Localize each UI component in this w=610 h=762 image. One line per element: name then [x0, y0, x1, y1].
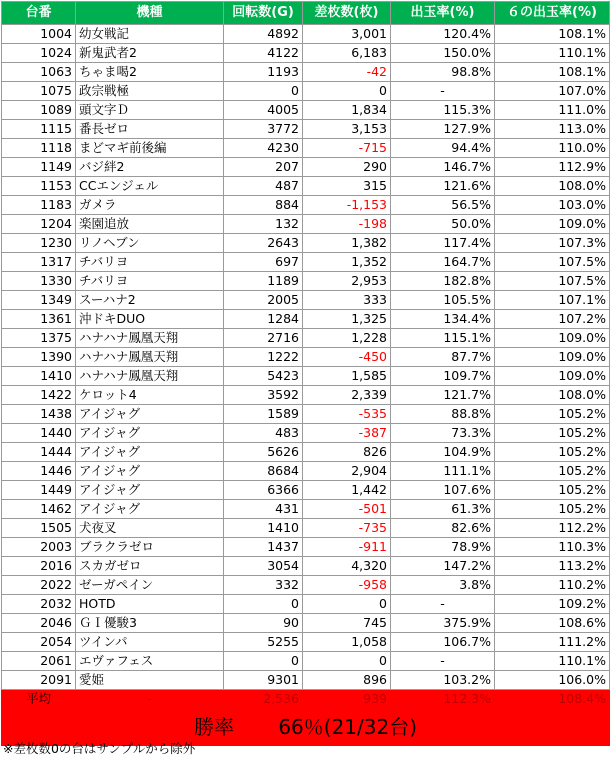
cell-payout: 111.1% [391, 462, 495, 481]
cell-payout: 182.8% [391, 272, 495, 291]
average-row [2, 690, 610, 709]
cell-payout: 150.0% [391, 44, 495, 63]
cell-payout: 105.5% [391, 291, 495, 310]
cell-payout6: 108.1% [495, 63, 610, 82]
cell-machine-no: 1440 [2, 424, 76, 443]
cell-payout6: 110.3% [495, 538, 610, 557]
cell-payout: 121.6% [391, 177, 495, 196]
cell-model: 沖ドキDUO [76, 310, 224, 329]
cell-payout6: 108.0% [495, 177, 610, 196]
cell-payout: 147.2% [391, 557, 495, 576]
cell-machine-no: 1230 [2, 234, 76, 253]
win-rate-label: 勝率 [193, 715, 234, 739]
table-row [2, 139, 610, 158]
cell-diff: -535 [303, 405, 391, 424]
cell-machine-no: 1422 [2, 386, 76, 405]
cell-payout6: 113.2% [495, 557, 610, 576]
cell-payout6: 108.0% [495, 386, 610, 405]
table-row [2, 63, 610, 82]
header-machine-no: 台番 [2, 2, 76, 25]
table-row [2, 424, 610, 443]
cell-spins: 332 [224, 576, 303, 595]
table-row [2, 595, 610, 614]
cell-diff: 6,183 [303, 44, 391, 63]
cell-diff: -1,153 [303, 196, 391, 215]
table-row [2, 633, 610, 652]
cell-diff: 1,352 [303, 253, 391, 272]
cell-payout6: 111.2% [495, 633, 610, 652]
cell-machine-no: 1410 [2, 367, 76, 386]
cell-model: アイジャグ [76, 443, 224, 462]
table-row [2, 82, 610, 101]
cell-diff: -42 [303, 63, 391, 82]
cell-model: チバリヨ [76, 253, 224, 272]
cell-payout6: 110.2% [495, 576, 610, 595]
cell-diff: 2,904 [303, 462, 391, 481]
cell-model: アイジャグ [76, 405, 224, 424]
cell-model: 犬夜叉 [76, 519, 224, 538]
header-diff: 差枚数(枚) [303, 2, 391, 25]
table-row [2, 443, 610, 462]
cell-payout: 120.4% [391, 25, 495, 44]
cell-model: エヴァフェス [76, 652, 224, 671]
cell-payout6: 107.0% [495, 82, 610, 101]
header-payout6: ６の出玉率(%) [495, 2, 610, 25]
cell-payout: 107.6% [391, 481, 495, 500]
cell-spins: 6366 [224, 481, 303, 500]
cell-spins: 3772 [224, 120, 303, 139]
cell-spins: 4122 [224, 44, 303, 63]
cell-spins: 2005 [224, 291, 303, 310]
table-row [2, 158, 610, 177]
cell-model: ハナハナ鳳凰天翔 [76, 329, 224, 348]
cell-diff: 290 [303, 158, 391, 177]
table-row [2, 310, 610, 329]
cell-spins: 1437 [224, 538, 303, 557]
cell-payout: 164.7% [391, 253, 495, 272]
average-label: 平均 [2, 690, 76, 709]
cell-spins: 207 [224, 158, 303, 177]
cell-diff: -387 [303, 424, 391, 443]
table-row [2, 652, 610, 671]
cell-model: アイジャグ [76, 424, 224, 443]
cell-payout6: 105.2% [495, 500, 610, 519]
cell-diff: 826 [303, 443, 391, 462]
header-model: 機種 [76, 2, 224, 25]
table-row [2, 538, 610, 557]
cell-payout: 121.7% [391, 386, 495, 405]
cell-model: 幼女戦記 [76, 25, 224, 44]
cell-machine-no: 1004 [2, 25, 76, 44]
cell-machine-no: 2032 [2, 595, 76, 614]
cell-spins: 1589 [224, 405, 303, 424]
cell-machine-no: 1446 [2, 462, 76, 481]
cell-payout6: 105.2% [495, 462, 610, 481]
cell-machine-no: 1149 [2, 158, 76, 177]
cell-model: CCエンジェル [76, 177, 224, 196]
cell-payout: - [391, 82, 495, 101]
cell-machine-no: 2061 [2, 652, 76, 671]
cell-payout: 3.8% [391, 576, 495, 595]
cell-machine-no: 2022 [2, 576, 76, 595]
cell-payout6: 110.1% [495, 652, 610, 671]
cell-spins: 5626 [224, 443, 303, 462]
cell-diff: -735 [303, 519, 391, 538]
cell-diff: 1,585 [303, 367, 391, 386]
cell-diff: 1,228 [303, 329, 391, 348]
cell-spins: 1410 [224, 519, 303, 538]
average-model: - [76, 690, 224, 709]
cell-model: アイジャグ [76, 462, 224, 481]
cell-model: ゼーガペイン [76, 576, 224, 595]
cell-diff: -450 [303, 348, 391, 367]
cell-machine-no: 2003 [2, 538, 76, 557]
cell-payout: 94.4% [391, 139, 495, 158]
cell-spins: 1193 [224, 63, 303, 82]
cell-model: アイジャグ [76, 481, 224, 500]
cell-payout: 56.5% [391, 196, 495, 215]
cell-diff: 0 [303, 82, 391, 101]
header-row [2, 2, 610, 25]
table-row [2, 367, 610, 386]
cell-machine-no: 2016 [2, 557, 76, 576]
cell-payout: 375.9% [391, 614, 495, 633]
win-rate-value: 66％(21/32台) [278, 715, 418, 739]
cell-diff: 896 [303, 671, 391, 690]
cell-payout: 82.6% [391, 519, 495, 538]
cell-payout6: 109.0% [495, 329, 610, 348]
cell-payout6: 107.3% [495, 234, 610, 253]
cell-payout6: 113.0% [495, 120, 610, 139]
cell-model: まどマギ前後編 [76, 139, 224, 158]
cell-machine-no: 1118 [2, 139, 76, 158]
cell-diff: 3,153 [303, 120, 391, 139]
table-row [2, 576, 610, 595]
header-spins: 回転数(G) [224, 2, 303, 25]
cell-payout6: 112.9% [495, 158, 610, 177]
cell-diff: 3,001 [303, 25, 391, 44]
cell-machine-no: 1390 [2, 348, 76, 367]
cell-machine-no: 1349 [2, 291, 76, 310]
cell-diff: -198 [303, 215, 391, 234]
cell-payout: 50.0% [391, 215, 495, 234]
table-row [2, 348, 610, 367]
cell-machine-no: 1075 [2, 82, 76, 101]
table-row [2, 500, 610, 519]
cell-model: ガメラ [76, 196, 224, 215]
cell-payout6: 109.0% [495, 367, 610, 386]
cell-model: HOTD [76, 595, 224, 614]
cell-model: 頭文字Ｄ [76, 101, 224, 120]
cell-model: 愛姫 [76, 671, 224, 690]
cell-diff: -911 [303, 538, 391, 557]
cell-diff: 2,339 [303, 386, 391, 405]
cell-spins: 1189 [224, 272, 303, 291]
cell-payout6: 110.1% [495, 44, 610, 63]
cell-model: ケロット4 [76, 386, 224, 405]
cell-payout: 106.7% [391, 633, 495, 652]
table-row [2, 386, 610, 405]
cell-diff: 745 [303, 614, 391, 633]
cell-machine-no: 2046 [2, 614, 76, 633]
cell-machine-no: 1505 [2, 519, 76, 538]
cell-machine-no: 1330 [2, 272, 76, 291]
cell-spins: 5423 [224, 367, 303, 386]
cell-payout6: 109.0% [495, 348, 610, 367]
cell-diff: -715 [303, 139, 391, 158]
cell-machine-no: 1317 [2, 253, 76, 272]
table-row [2, 215, 610, 234]
table-row [2, 101, 610, 120]
cell-payout: 104.9% [391, 443, 495, 462]
cell-payout: 115.1% [391, 329, 495, 348]
cell-payout: - [391, 595, 495, 614]
cell-payout6: 105.2% [495, 443, 610, 462]
cell-payout6: 105.2% [495, 481, 610, 500]
table-row [2, 405, 610, 424]
cell-machine-no: 1462 [2, 500, 76, 519]
table-row [2, 519, 610, 538]
average-payout6: 108.4% [495, 690, 610, 709]
table-row [2, 196, 610, 215]
cell-payout6: 110.0% [495, 139, 610, 158]
cell-machine-no: 1204 [2, 215, 76, 234]
cell-machine-no: 1449 [2, 481, 76, 500]
cell-model: ツインパ [76, 633, 224, 652]
table-row [2, 120, 610, 139]
cell-machine-no: 1153 [2, 177, 76, 196]
cell-spins: 1222 [224, 348, 303, 367]
average-diff: 939 [303, 690, 391, 709]
cell-payout: 87.7% [391, 348, 495, 367]
cell-diff: 0 [303, 595, 391, 614]
cell-payout6: 109.0% [495, 215, 610, 234]
cell-model: ハナハナ鳳凰天翔 [76, 348, 224, 367]
cell-payout6: 105.2% [495, 424, 610, 443]
average-spins: 2,536 [224, 690, 303, 709]
cell-payout: 61.3% [391, 500, 495, 519]
cell-spins: 4230 [224, 139, 303, 158]
cell-spins: 8684 [224, 462, 303, 481]
cell-diff: 333 [303, 291, 391, 310]
cell-spins: 2716 [224, 329, 303, 348]
cell-payout: 117.4% [391, 234, 495, 253]
table-row [2, 614, 610, 633]
table-row [2, 462, 610, 481]
cell-machine-no: 1375 [2, 329, 76, 348]
cell-spins: 90 [224, 614, 303, 633]
cell-payout6: 106.0% [495, 671, 610, 690]
payout-table [1, 1, 610, 746]
table-row [2, 329, 610, 348]
cell-spins: 0 [224, 595, 303, 614]
cell-model: スーハナ2 [76, 291, 224, 310]
cell-payout6: 109.2% [495, 595, 610, 614]
cell-payout: - [391, 652, 495, 671]
table-row [2, 272, 610, 291]
cell-payout6: 107.2% [495, 310, 610, 329]
cell-payout: 146.7% [391, 158, 495, 177]
footnote: ※差枚数0の台はサンプルから除外 [3, 741, 196, 756]
cell-model: 番長ゼロ [76, 120, 224, 139]
cell-diff: 1,442 [303, 481, 391, 500]
cell-diff: 2,953 [303, 272, 391, 291]
cell-model: スカガゼロ [76, 557, 224, 576]
cell-spins: 483 [224, 424, 303, 443]
cell-model: ハナハナ鳳凰天翔 [76, 367, 224, 386]
cell-machine-no: 1063 [2, 63, 76, 82]
cell-spins: 4005 [224, 101, 303, 120]
cell-machine-no: 1024 [2, 44, 76, 63]
cell-diff: 4,320 [303, 557, 391, 576]
cell-model: バジ絆2 [76, 158, 224, 177]
average-payout: 112.3% [391, 690, 495, 709]
cell-spins: 9301 [224, 671, 303, 690]
cell-spins: 3592 [224, 386, 303, 405]
cell-payout: 115.3% [391, 101, 495, 120]
cell-machine-no: 1115 [2, 120, 76, 139]
cell-spins: 884 [224, 196, 303, 215]
cell-model: 政宗戦極 [76, 82, 224, 101]
table-row [2, 557, 610, 576]
table-row [2, 291, 610, 310]
table-row [2, 177, 610, 196]
cell-spins: 0 [224, 82, 303, 101]
cell-spins: 132 [224, 215, 303, 234]
cell-model: ちゃま喝2 [76, 63, 224, 82]
cell-machine-no: 2054 [2, 633, 76, 652]
table-row [2, 671, 610, 690]
cell-machine-no: 1089 [2, 101, 76, 120]
table-row [2, 234, 610, 253]
cell-diff: 1,382 [303, 234, 391, 253]
cell-model: 新鬼武者2 [76, 44, 224, 63]
cell-model: チバリヨ [76, 272, 224, 291]
cell-payout6: 112.2% [495, 519, 610, 538]
cell-payout: 109.7% [391, 367, 495, 386]
cell-diff: -958 [303, 576, 391, 595]
cell-diff: 1,058 [303, 633, 391, 652]
cell-machine-no: 1438 [2, 405, 76, 424]
header-payout: 出玉率(%) [391, 2, 495, 25]
cell-payout6: 108.6% [495, 614, 610, 633]
cell-model: リノヘブン [76, 234, 224, 253]
cell-payout: 78.9% [391, 538, 495, 557]
cell-spins: 431 [224, 500, 303, 519]
cell-spins: 5255 [224, 633, 303, 652]
cell-payout: 134.4% [391, 310, 495, 329]
cell-diff: 0 [303, 652, 391, 671]
cell-machine-no: 1361 [2, 310, 76, 329]
table-row [2, 44, 610, 63]
cell-payout6: 107.5% [495, 272, 610, 291]
cell-payout6: 111.0% [495, 101, 610, 120]
cell-payout: 103.2% [391, 671, 495, 690]
cell-payout: 127.9% [391, 120, 495, 139]
cell-spins: 4892 [224, 25, 303, 44]
cell-spins: 2643 [224, 234, 303, 253]
cell-payout: 98.8% [391, 63, 495, 82]
cell-model: 楽園追放 [76, 215, 224, 234]
cell-payout: 73.3% [391, 424, 495, 443]
table-row [2, 253, 610, 272]
cell-spins: 1284 [224, 310, 303, 329]
cell-diff: 1,834 [303, 101, 391, 120]
cell-machine-no: 1183 [2, 196, 76, 215]
cell-payout: 88.8% [391, 405, 495, 424]
cell-spins: 487 [224, 177, 303, 196]
cell-model: ブラクラゼロ [76, 538, 224, 557]
cell-spins: 0 [224, 652, 303, 671]
cell-diff: -501 [303, 500, 391, 519]
cell-machine-no: 1444 [2, 443, 76, 462]
cell-spins: 3054 [224, 557, 303, 576]
cell-model: ＧＩ優駿3 [76, 614, 224, 633]
table-row [2, 25, 610, 44]
cell-spins: 697 [224, 253, 303, 272]
cell-payout6: 107.1% [495, 291, 610, 310]
cell-payout6: 108.1% [495, 25, 610, 44]
cell-diff: 315 [303, 177, 391, 196]
cell-payout6: 103.0% [495, 196, 610, 215]
cell-machine-no: 2091 [2, 671, 76, 690]
cell-payout6: 107.5% [495, 253, 610, 272]
cell-payout6: 105.2% [495, 405, 610, 424]
table-row [2, 481, 610, 500]
cell-model: アイジャグ [76, 500, 224, 519]
cell-diff: 1,325 [303, 310, 391, 329]
